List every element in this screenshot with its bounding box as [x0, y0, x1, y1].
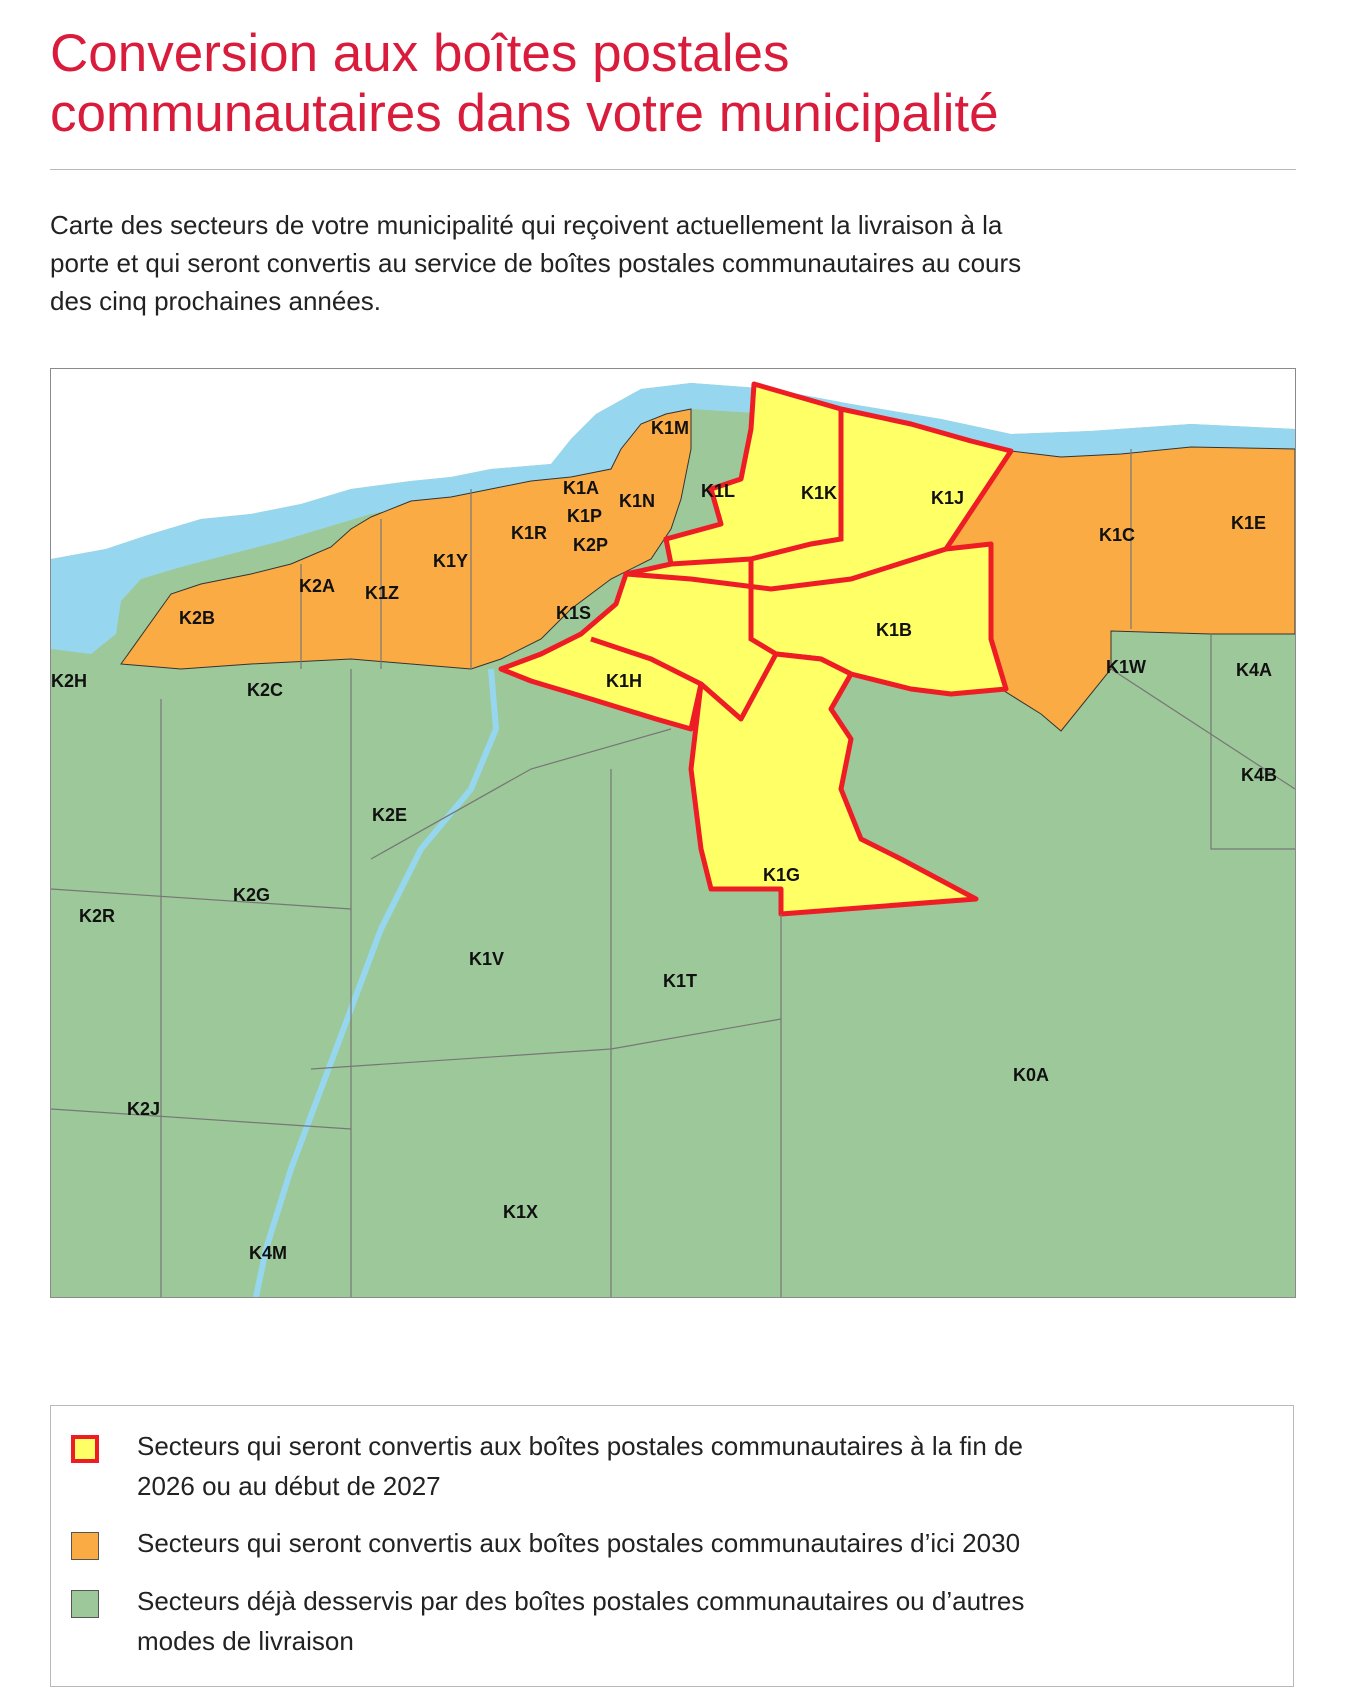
label-k4b: K4B: [1241, 765, 1278, 785]
label-k2r: K2R: [79, 906, 116, 926]
intro-paragraph: [50, 206, 1296, 320]
map-legend: [50, 1405, 1294, 1687]
legend-swatch-2026: [71, 1435, 99, 1463]
label-k2h: K2H: [51, 671, 88, 691]
page-title: [50, 24, 1300, 144]
label-k2a: K2A: [299, 576, 336, 596]
label-k1e: K1E: [1231, 513, 1267, 533]
intro-line2: porte et qui seront convertis au service de boîtes postales communautaires au cours: [50, 248, 1022, 278]
label-k1s: K1S: [556, 603, 592, 623]
legend-item-2030: [71, 1523, 1261, 1563]
label-k2b: K2B: [179, 608, 216, 628]
legend-text-2030: Secteurs qui seront convertis aux boîtes postales communautaires d’ici 2030: [137, 1528, 1021, 1558]
label-k1n: K1N: [619, 491, 656, 511]
label-k1b: K1B: [876, 620, 913, 640]
label-k2e: K2E: [372, 805, 408, 825]
page-title-line1: Conversion aux boîtes postales: [50, 24, 790, 83]
postal-map-svg: [51, 369, 1295, 1297]
intro-line3: des cinq prochaines années.: [50, 286, 382, 316]
label-k1z: K1Z: [365, 583, 400, 603]
label-k1c: K1C: [1099, 525, 1136, 545]
legend-text-2026: Secteurs qui seront convertis aux boîtes postales communautaires à la fin de 2026 ou au début de 2027: [137, 1431, 1023, 1501]
label-k2g: K2G: [233, 885, 271, 905]
postal-map: [50, 368, 1296, 1298]
legend-item-served: [71, 1581, 1261, 1661]
label-k1a: K1A: [563, 478, 600, 498]
label-k1j: K1J: [931, 488, 965, 508]
label-k1x: K1X: [503, 1202, 539, 1222]
label-k1t: K1T: [663, 971, 698, 991]
legend-swatch-served: [71, 1590, 99, 1618]
page-title-line2: communautaires dans votre municipalité: [50, 84, 999, 143]
label-k1h: K1H: [606, 671, 643, 691]
label-k1v: K1V: [469, 949, 505, 969]
label-k1k: K1K: [801, 483, 838, 503]
label-k4m: K4M: [249, 1243, 288, 1263]
label-k2c: K2C: [247, 680, 284, 700]
label-k2j: K2J: [127, 1099, 161, 1119]
label-k1w: K1W: [1106, 657, 1146, 677]
legend-text-served: Secteurs déjà desservis par des boîtes postales communautaires ou d’autres modes de livraison: [137, 1586, 1025, 1656]
label-k4a: K4A: [1236, 660, 1273, 680]
label-k1g: K1G: [763, 865, 801, 885]
label-k0a: K0A: [1013, 1065, 1050, 1085]
label-k1p: K1P: [567, 506, 603, 526]
label-k1m: K1M: [651, 418, 690, 438]
legend-item-2026: [71, 1426, 1261, 1506]
label-k1l: K1L: [701, 481, 736, 501]
label-k1y: K1Y: [433, 551, 469, 571]
label-k1r: K1R: [511, 523, 548, 543]
legend-swatch-2030: [71, 1532, 99, 1560]
intro-line1: Carte des secteurs de votre municipalité qui reçoivent actuellement la livraison à la: [50, 210, 1003, 240]
title-divider: [50, 169, 1296, 170]
label-k2p: K2P: [573, 535, 609, 555]
